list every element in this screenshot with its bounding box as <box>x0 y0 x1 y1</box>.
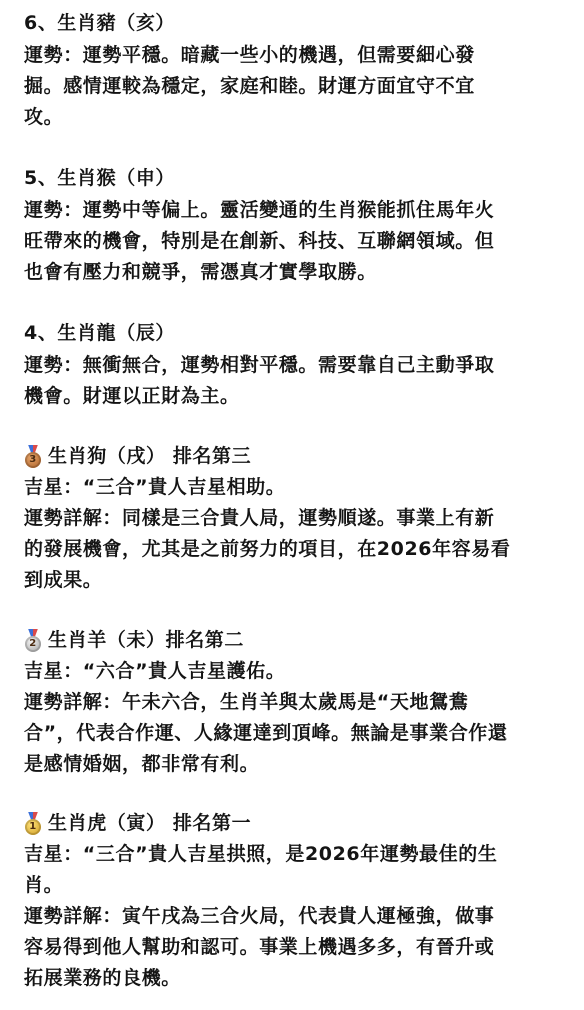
medal-number: 3 <box>29 453 37 465</box>
text-line: 的發展機會，尤其是之前努力的項目，在2026年容易看 <box>24 538 511 560</box>
text-line: 容易得到他人幫助和認可。事業上機遇多多，有晉升或 <box>24 936 495 958</box>
section-title: 5、生肖猴（申） <box>24 167 176 189</box>
section-title: 生肖羊（未）排名第二 <box>48 629 245 651</box>
bronze-medal-icon <box>24 445 42 469</box>
section-heading <box>24 808 576 839</box>
section-title: 6、生肖豬（亥） <box>24 12 176 34</box>
text-line: 運勢：無衝無合，運勢相對平穩。需要靠自己主動爭取 <box>24 354 495 376</box>
silver-medal-icon <box>24 629 42 653</box>
text-line: 是感情婚姻，都非常有利。 <box>24 753 260 775</box>
text-line: 旺帶來的機會，特別是在創新、科技、互聯網領域。但 <box>24 230 495 252</box>
section-title: 生肖虎（寅） 排名第一 <box>48 812 252 834</box>
text-line: 吉星：“三合”貴人吉星相助。 <box>24 476 286 498</box>
section-title: 生肖狗（戌） 排名第三 <box>48 445 252 467</box>
medal-number: 1 <box>29 820 37 832</box>
gold-medal-icon <box>24 812 42 836</box>
text-line: 拓展業務的良機。 <box>24 967 181 989</box>
text-line: 合”，代表合作運、人緣運達到頂峰。無論是事業合作還 <box>24 722 508 744</box>
text-line: 吉星：“三合”貴人吉星拱照，是2026年運勢最佳的生 <box>24 843 498 865</box>
text-line: 掘。感情運較為穩定，家庭和睦。財運方面宜守不宜 <box>24 75 475 97</box>
text-line: 運勢詳解：同樣是三合貴人局，運勢順遂。事業上有新 <box>24 507 495 529</box>
text-line: 機會。財運以正財為主。 <box>24 385 240 407</box>
text-line: 也會有壓力和競爭，需憑真才實學取勝。 <box>24 261 377 283</box>
text-line: 運勢詳解：午未六合，生肖羊與太歲馬是“天地鴛鴦 <box>24 691 469 713</box>
medal-number: 2 <box>29 637 37 649</box>
text-line: 吉星：“六合”貴人吉星護佑。 <box>24 660 286 682</box>
text-line: 運勢：運勢平穩。暗藏一些小的機遇，但需要細心發 <box>24 44 475 66</box>
text-line: 運勢詳解：寅午戌為三合火局，代表貴人運極強，做事 <box>24 905 495 927</box>
text-line: 到成果。 <box>24 569 103 591</box>
text-line: 運勢：運勢中等偏上。靈活變通的生肖猴能抓住馬年火 <box>24 199 495 221</box>
section-heading <box>24 441 576 472</box>
text-line: 肖。 <box>24 874 64 896</box>
text-line: 攻。 <box>24 106 64 128</box>
section-heading <box>24 625 576 656</box>
section-title: 4、生肖龍（辰） <box>24 322 176 344</box>
